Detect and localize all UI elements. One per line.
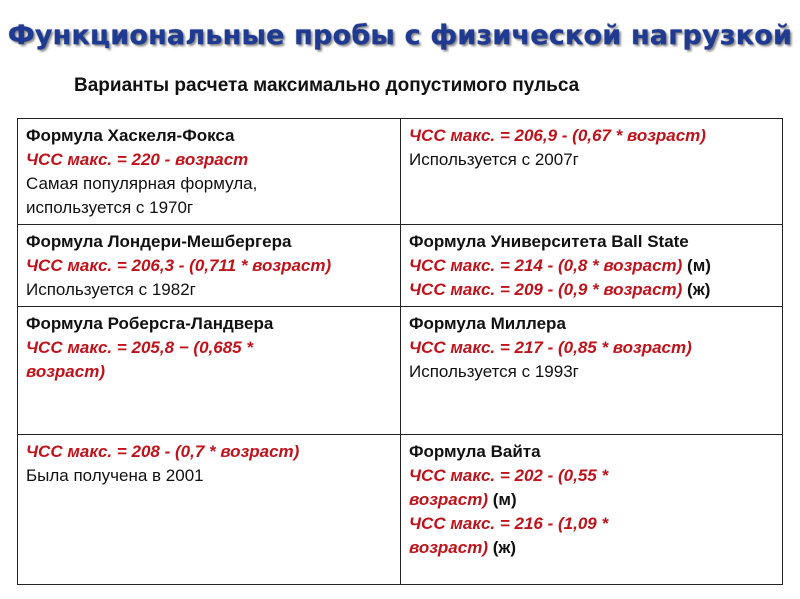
formula-table: [17, 118, 783, 585]
formula-note: используется с 1970г: [26, 198, 194, 217]
formula-text: ЧСС макс. = 217 - (0,85 * возраст): [409, 338, 692, 357]
table-cell: [401, 225, 783, 307]
formula-text: возраст): [409, 538, 488, 557]
formula-note: Была получена в 2001: [26, 466, 204, 485]
formula-name: Формула Миллера: [409, 314, 566, 333]
table-cell: [18, 225, 401, 307]
sex-label: (ж): [682, 280, 711, 299]
table-cell: [401, 435, 783, 585]
table-row: [18, 225, 783, 307]
formula-name: Формула Хаскеля-Фокса: [26, 126, 235, 145]
formula-note: Самая популярная формула,: [26, 174, 258, 193]
table-row: [18, 307, 783, 435]
sex-label: (м): [682, 256, 711, 275]
formula-text: ЧСС макс. = 206,9 - (0,67 * возраст): [409, 126, 706, 145]
formula-text: возраст): [26, 362, 105, 381]
table-row: [18, 435, 783, 585]
formula-text: ЧСС макс. = 220 - возраст: [26, 150, 249, 169]
table-cell: [401, 119, 783, 225]
sex-label: (ж): [487, 538, 517, 557]
formula-text: ЧСС макс. = 208 - (0,7 * возраст): [26, 442, 300, 461]
formula-text: возраст): [409, 490, 488, 509]
table-cell: [18, 307, 401, 435]
formula-text: ЧСС макс. = 202 - (0,55 *: [409, 466, 609, 485]
formula-note: Используется с 2007г: [409, 150, 579, 169]
formula-line: [409, 278, 774, 302]
table-cell: [401, 307, 783, 435]
formula-note: Используется с 1993г: [409, 362, 579, 381]
sex-label: (м): [487, 490, 517, 509]
formula-name: Формула Лондери-Мешбергера: [26, 232, 292, 251]
table-row: [18, 119, 783, 225]
table-cell: [18, 435, 401, 585]
formula-name: Формула Роберсга-Ландвера: [26, 314, 274, 333]
formula-text: ЧСС макс. = 209 - (0,9 * возраст): [409, 280, 683, 299]
formula-text: ЧСС макс. = 214 - (0,8 * возраст): [409, 256, 683, 275]
page-subtitle: Варианты расчета максимально допустимого пульса: [74, 75, 580, 96]
formula-text: ЧСС макс. = 205,8 − (0,685 *: [26, 338, 253, 357]
table-cell: [18, 119, 401, 225]
formula-note: Используется с 1982г: [26, 280, 196, 299]
formula-line: [409, 488, 774, 512]
formula-name: Формула Университета Ball State: [409, 232, 689, 251]
page-title: Функциональные пробы с физической нагрузкой: [7, 20, 793, 51]
formula-line: [409, 536, 774, 560]
formula-line: [409, 254, 774, 278]
formula-name: Формула Вайта: [409, 442, 541, 461]
formula-text: ЧСС макс. = 206,3 - (0,711 * возраст): [26, 256, 332, 275]
formula-text: ЧСС макс. = 216 - (1,09 *: [409, 514, 609, 533]
